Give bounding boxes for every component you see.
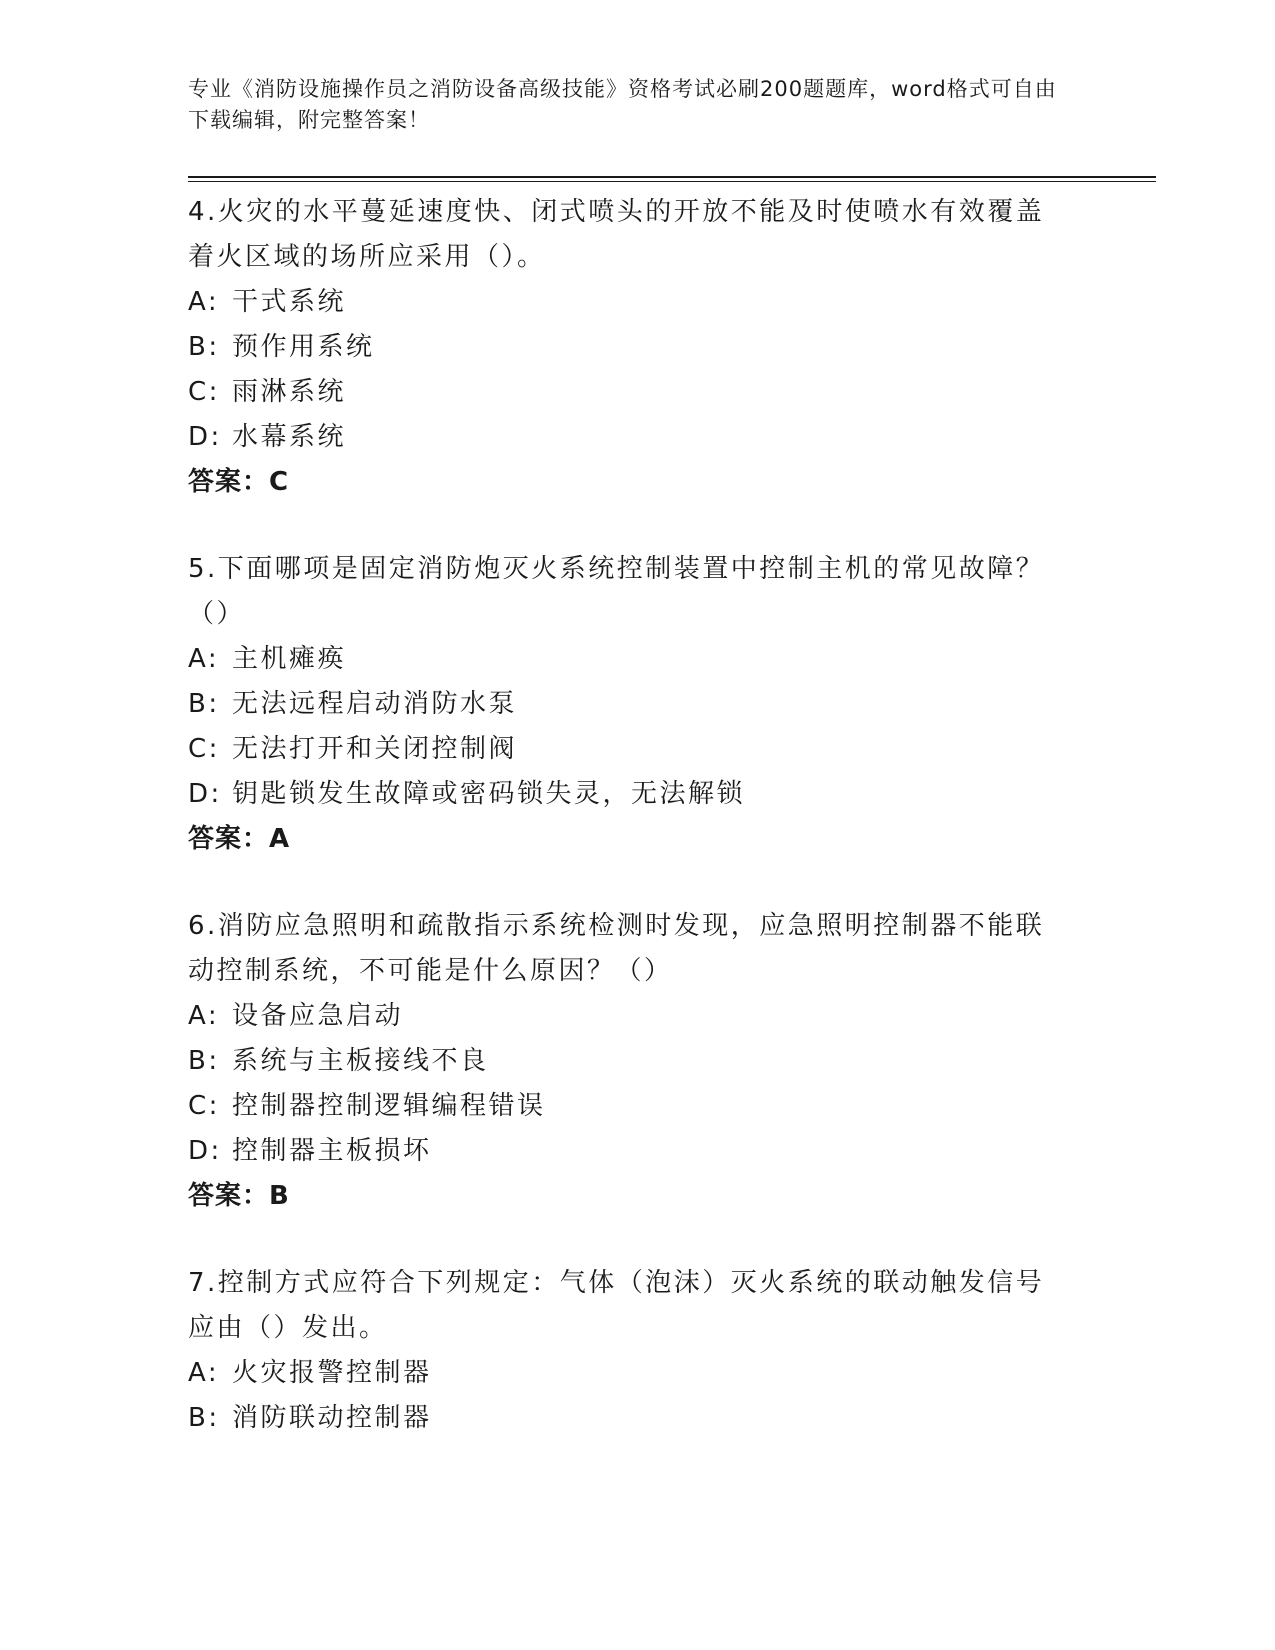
option-text: 消防联动控制器	[232, 1403, 432, 1433]
option-text: 设备应急启动	[232, 1001, 404, 1031]
option-letter: B:	[188, 332, 220, 362]
question-list	[188, 190, 1068, 1483]
option-c	[188, 1084, 1068, 1129]
question-stem: 4.火灾的水平蔓延速度快、闭式喷头的开放不能及时使喷水有效覆盖着火区域的场所应采用（）。	[188, 197, 1045, 272]
header-rule-thick	[188, 176, 1156, 178]
option-letter: C:	[188, 377, 220, 407]
option-letter: A:	[188, 644, 220, 674]
header-rule-thin	[188, 181, 1156, 182]
option-text: 主机瘫痪	[232, 644, 347, 674]
option-letter: A:	[188, 1001, 220, 1031]
answer-line: 答案：C	[188, 467, 290, 497]
option-letter: D:	[188, 422, 222, 452]
answer-line: 答案：B	[188, 1181, 290, 1211]
option-text: 干式系统	[232, 287, 347, 317]
option-text: 水幕系统	[232, 422, 347, 452]
option-a	[188, 1351, 1068, 1396]
option-d	[188, 415, 1068, 460]
option-c	[188, 727, 1068, 772]
question-4	[188, 190, 1068, 505]
option-text: 无法远程启动消防水泵	[232, 689, 518, 719]
option-text: 雨淋系统	[232, 377, 347, 407]
option-letter: C:	[188, 1091, 220, 1121]
option-a	[188, 280, 1068, 325]
question-6	[188, 904, 1068, 1219]
option-letter: D:	[188, 779, 222, 809]
question-5	[188, 547, 1068, 862]
option-letter: B:	[188, 1046, 220, 1076]
option-text: 钥匙锁发生故障或密码锁失灵，无法解锁	[232, 779, 746, 809]
option-text: 控制器控制逻辑编程错误	[232, 1091, 546, 1121]
option-text: 控制器主板损坏	[232, 1136, 432, 1166]
option-letter: D:	[188, 1136, 222, 1166]
option-b	[188, 682, 1068, 727]
question-7	[188, 1261, 1068, 1441]
option-text: 系统与主板接线不良	[232, 1046, 489, 1076]
question-stem: 6.消防应急照明和疏散指示系统检测时发现，应急照明控制器不能联动控制系统，不可能是什么原因？（）	[188, 911, 1045, 986]
option-d	[188, 772, 1068, 817]
option-text: 预作用系统	[232, 332, 375, 362]
option-letter: A:	[188, 1358, 220, 1388]
option-a	[188, 994, 1068, 1039]
question-stem: 7.控制方式应符合下列规定：气体（泡沫）灭火系统的联动触发信号应由（）发出。	[188, 1268, 1045, 1343]
option-letter: A:	[188, 287, 220, 317]
option-b	[188, 325, 1068, 370]
option-letter: B:	[188, 1403, 220, 1433]
option-d	[188, 1129, 1068, 1174]
answer-line: 答案：A	[188, 824, 291, 854]
option-a	[188, 637, 1068, 682]
option-letter: C:	[188, 734, 220, 764]
option-text: 无法打开和关闭控制阀	[232, 734, 518, 764]
document-header: 专业《消防设施操作员之消防设备高级技能》资格考试必刷200题题库，word格式可自由下载编辑，附完整答案！	[188, 77, 1057, 132]
option-c	[188, 370, 1068, 415]
option-text: 火灾报警控制器	[232, 1358, 432, 1388]
question-stem: 5.下面哪项是固定消防炮灭火系统控制装置中控制主机的常见故障？（）	[188, 554, 1045, 629]
option-letter: B:	[188, 689, 220, 719]
option-b	[188, 1396, 1068, 1441]
option-b	[188, 1039, 1068, 1084]
